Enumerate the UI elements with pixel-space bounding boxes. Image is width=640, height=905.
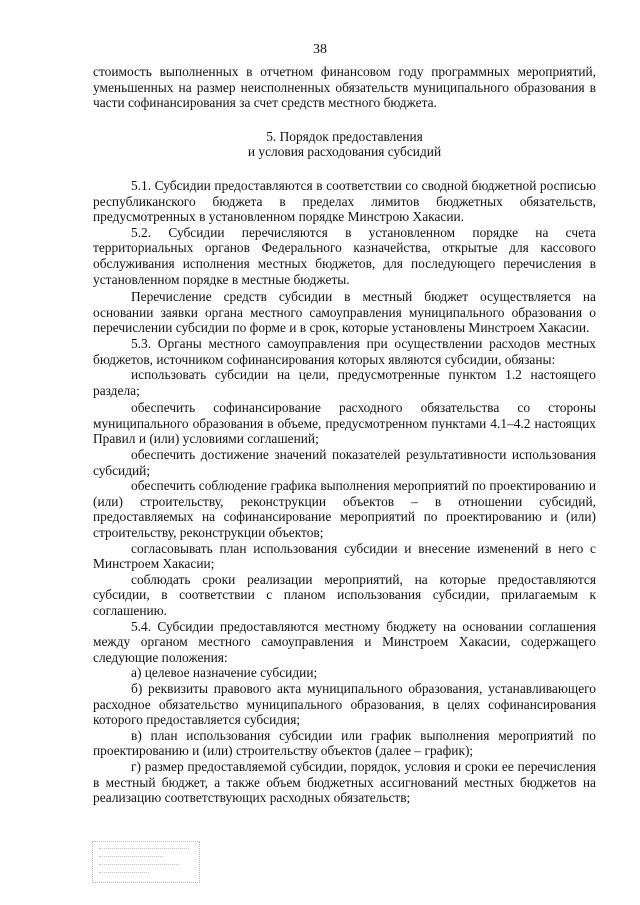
page-content (93, 64, 596, 806)
obligation-item: обеспечить достижение значений показателей результативности использования субсидий; (93, 447, 596, 478)
page-number: 38 (313, 42, 327, 57)
agreement-item-g: г) размер предоставляемой субсидии, порядок, условия и сроки ее перечисления в местный бюджет, а также объем бюджетных ассигнований местных бюджетов на реализацию соответствующих расходных обязательств; (93, 758, 596, 806)
faint-stamp (92, 841, 200, 883)
agreement-item-v: в) план использования субсидии или график выполнения мероприятий по проектированию и (или) строительству объектов (далее – график); (93, 727, 596, 759)
agreement-item-a: а) целевое назначение субсидии; (131, 665, 318, 681)
intro-paragraph: стоимость выполненных в отчетном финансовом году программных мероприятий, уменьшенных на размер неисполненных обязательств муниципального образования в части софинансирования за счет средств местного бюджета. (93, 64, 596, 111)
section-heading (93, 129, 596, 160)
paragraph-transfer: Перечисление средств субсидии в местный бюджет осуществляется на основании заявки органа местного самоуправления муниципального образования о перечислении субсидии по форме и в срок, которые установлены Минстроем Хакасии. (93, 289, 596, 336)
agreement-item-b: б) реквизиты правового акта муниципального образования, устанавливающего расходное обязательство муниципального образования, в целях софинансирования которого предоставляется субсидия; (93, 680, 596, 728)
obligation-item: обеспечить софинансирование расходного обязательства со стороны муниципального образования в объеме, предусмотренном пунктами 4.1–4.2 настоящих Правил и (или) условиями соглашений; (93, 400, 596, 447)
obligation-item: использовать субсидии на цели, предусмотренные пунктом 1.2 настоящего раздела; (93, 367, 596, 398)
obligation-item: обеспечить соблюдение графика выполнения мероприятий по проектированию и (или) строительству, реконструкции объектов – в отношении субсидий, предоставляемых на софинансирование мероприятий по проектированию и (или) строительству, реконструкции объектов; (93, 478, 596, 541)
section-heading-line-2: и условия расходования субсидий (247, 144, 442, 160)
paragraph-5-1: 5.1. Субсидии предоставляются в соответствии со сводной бюджетной росписью республиканского бюджета в пределах лимитов бюджетных обязательств, предусмотренных в установленном порядке Минстрою Хакасии. (93, 177, 596, 225)
section-heading-line-1: 5. Порядок предоставления (266, 128, 423, 144)
paragraph-5-2: 5.2. Субсидии перечисляются в установленном порядке на счета территориальных органов Федерального казначейства, открытые для кассового обслуживания исполнения местных бюджетов, для последующего перечисления в установленном порядке в местные бюджеты. (93, 224, 596, 287)
paragraph-5-4: 5.4. Субсидии предоставляются местному бюджету на основании соглашения между органом местного самоуправления и Минстроем Хакасии, содержащего следующие положения: (93, 618, 596, 665)
obligation-item: соблюдать сроки реализации мероприятий, на которые предоставляются субсидии, в соответствии с планом использования субсидии, прилагаемым к соглашению. (93, 571, 596, 618)
paragraph-5-3: 5.3. Органы местного самоуправления при осуществлении расходов местных бюджетов, источником софинансирования которых являются субсидии, обязаны: (93, 335, 596, 367)
obligation-item: согласовывать план использования субсидии и внесение изменений в него с Минстроем Хакасии; (93, 540, 596, 572)
